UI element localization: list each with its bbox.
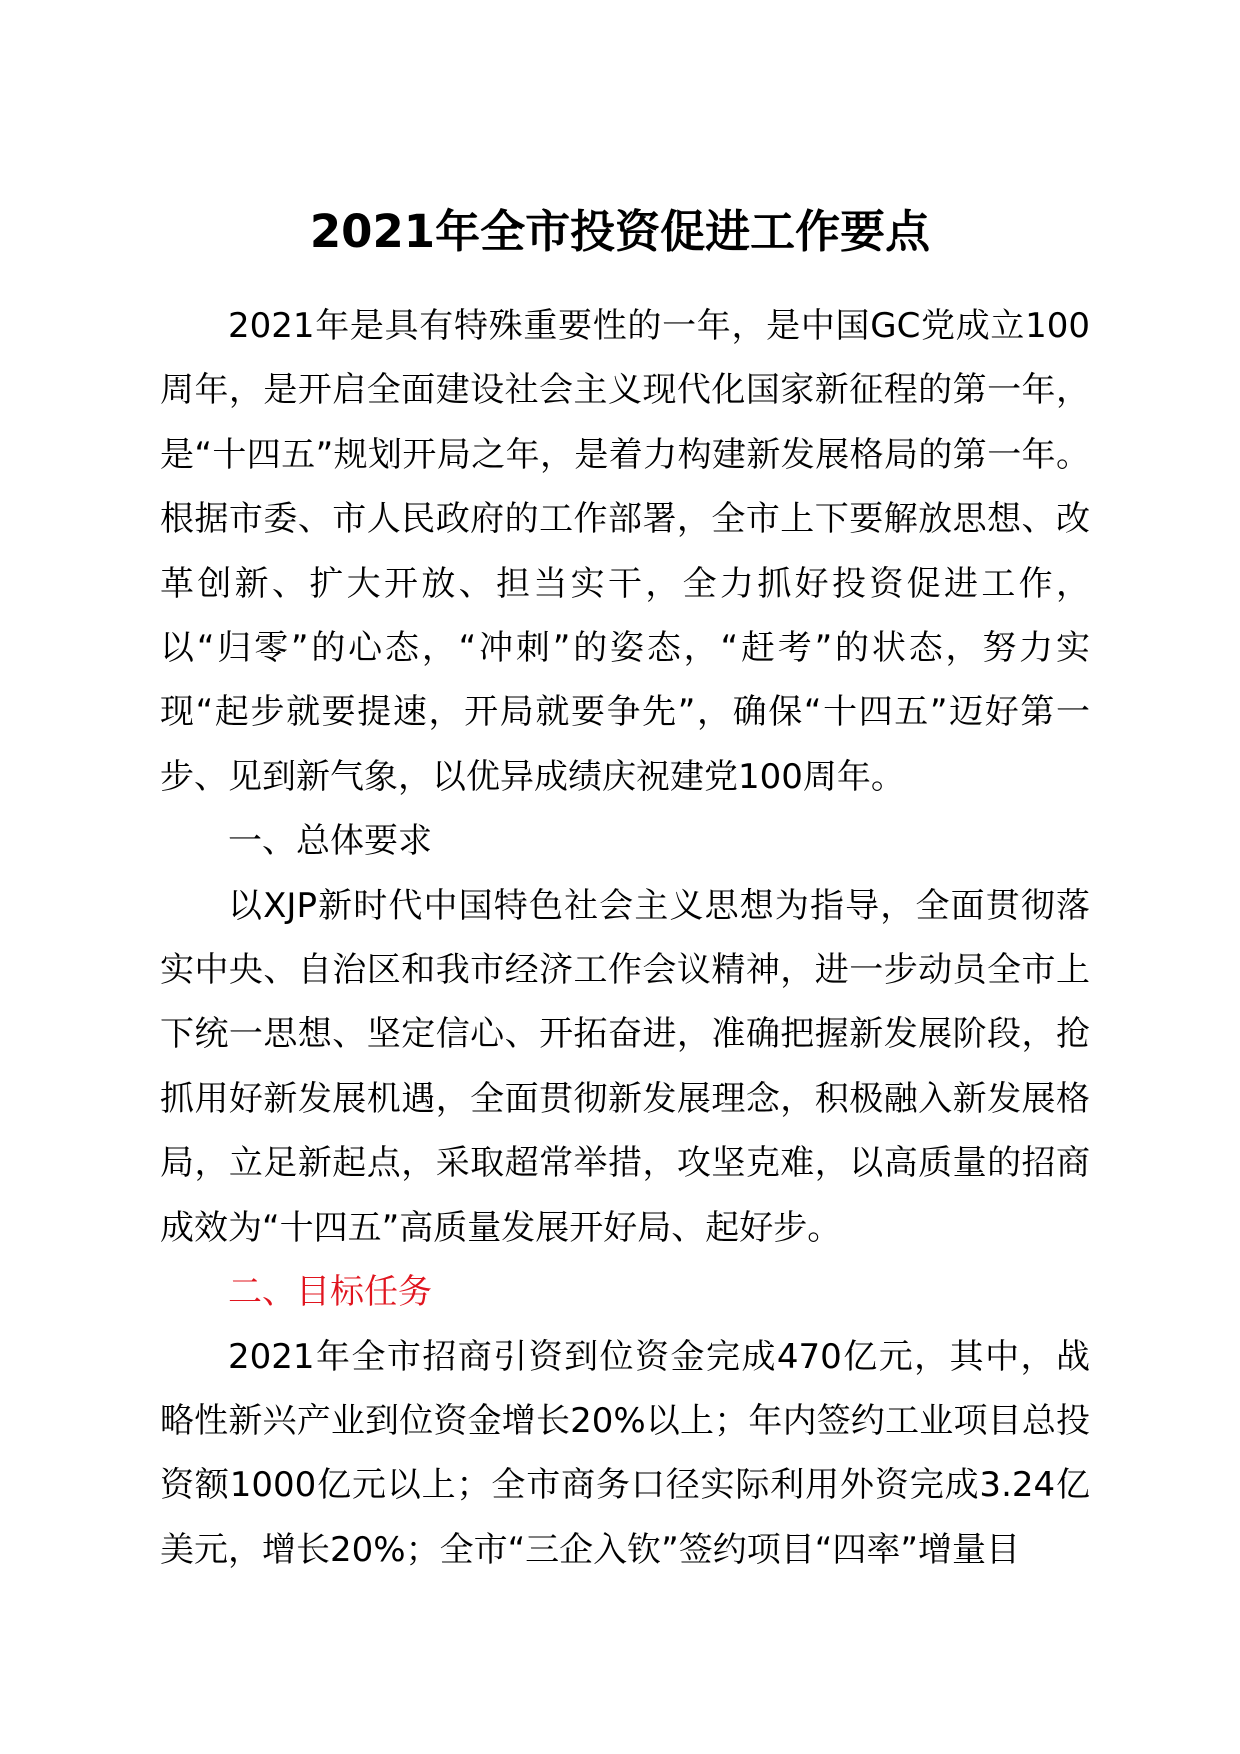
section-heading-general-requirements: 一、总体要求: [228, 821, 432, 862]
targets-paragraph: 2021年全市招商引资到位资金完成470亿元，其中，战略性新兴产业到位资金增长20%以上；年内签约工业项目总投资额1000亿元以上；全市商务口径实际利用外资完成3.24亿美元，增长20%；全市“三企入钦”签约项目“四率”增量目: [160, 1336, 1090, 1570]
section-heading-targets: 二、目标任务: [228, 1272, 432, 1313]
intro-paragraph: 2021年是具有特殊重要性的一年，是中国GC党成立100周年，是开启全面建设社会主义现代化国家新征程的第一年，是“十四五”规划开局之年，是着力构建新发展格局的第一年。根据市委、市人民政府的工作部署，全市上下要解放思想、改革创新、扩大开放、担当实干，全力抓好投资促进工作，以“归零”的心态，“冲刺”的姿态，“赶考”的状态，努力实现“起步就要提速，开局就要争先”，确保“十四五”迈好第一步、见到新气象，以优异成绩庆祝建党100周年。: [160, 306, 1090, 797]
document-title: 2021年全市投资促进工作要点: [309, 205, 931, 258]
document-body: [160, 294, 1090, 1582]
requirements-paragraph: 以XJP新时代中国特色社会主义思想为指导，全面贯彻落实中央、自治区和我市经济工作会议精神，进一步动员全市上下统一思想、坚定信心、开拓奋进，准确把握新发展阶段，抢抓用好新发展机遇，全面贯彻新发展理念，积极融入新发展格局，立足新起点，采取超常举措，攻坚克难，以高质量的招商成效为“十四五”高质量发展开好局、起好步。: [160, 885, 1090, 1248]
